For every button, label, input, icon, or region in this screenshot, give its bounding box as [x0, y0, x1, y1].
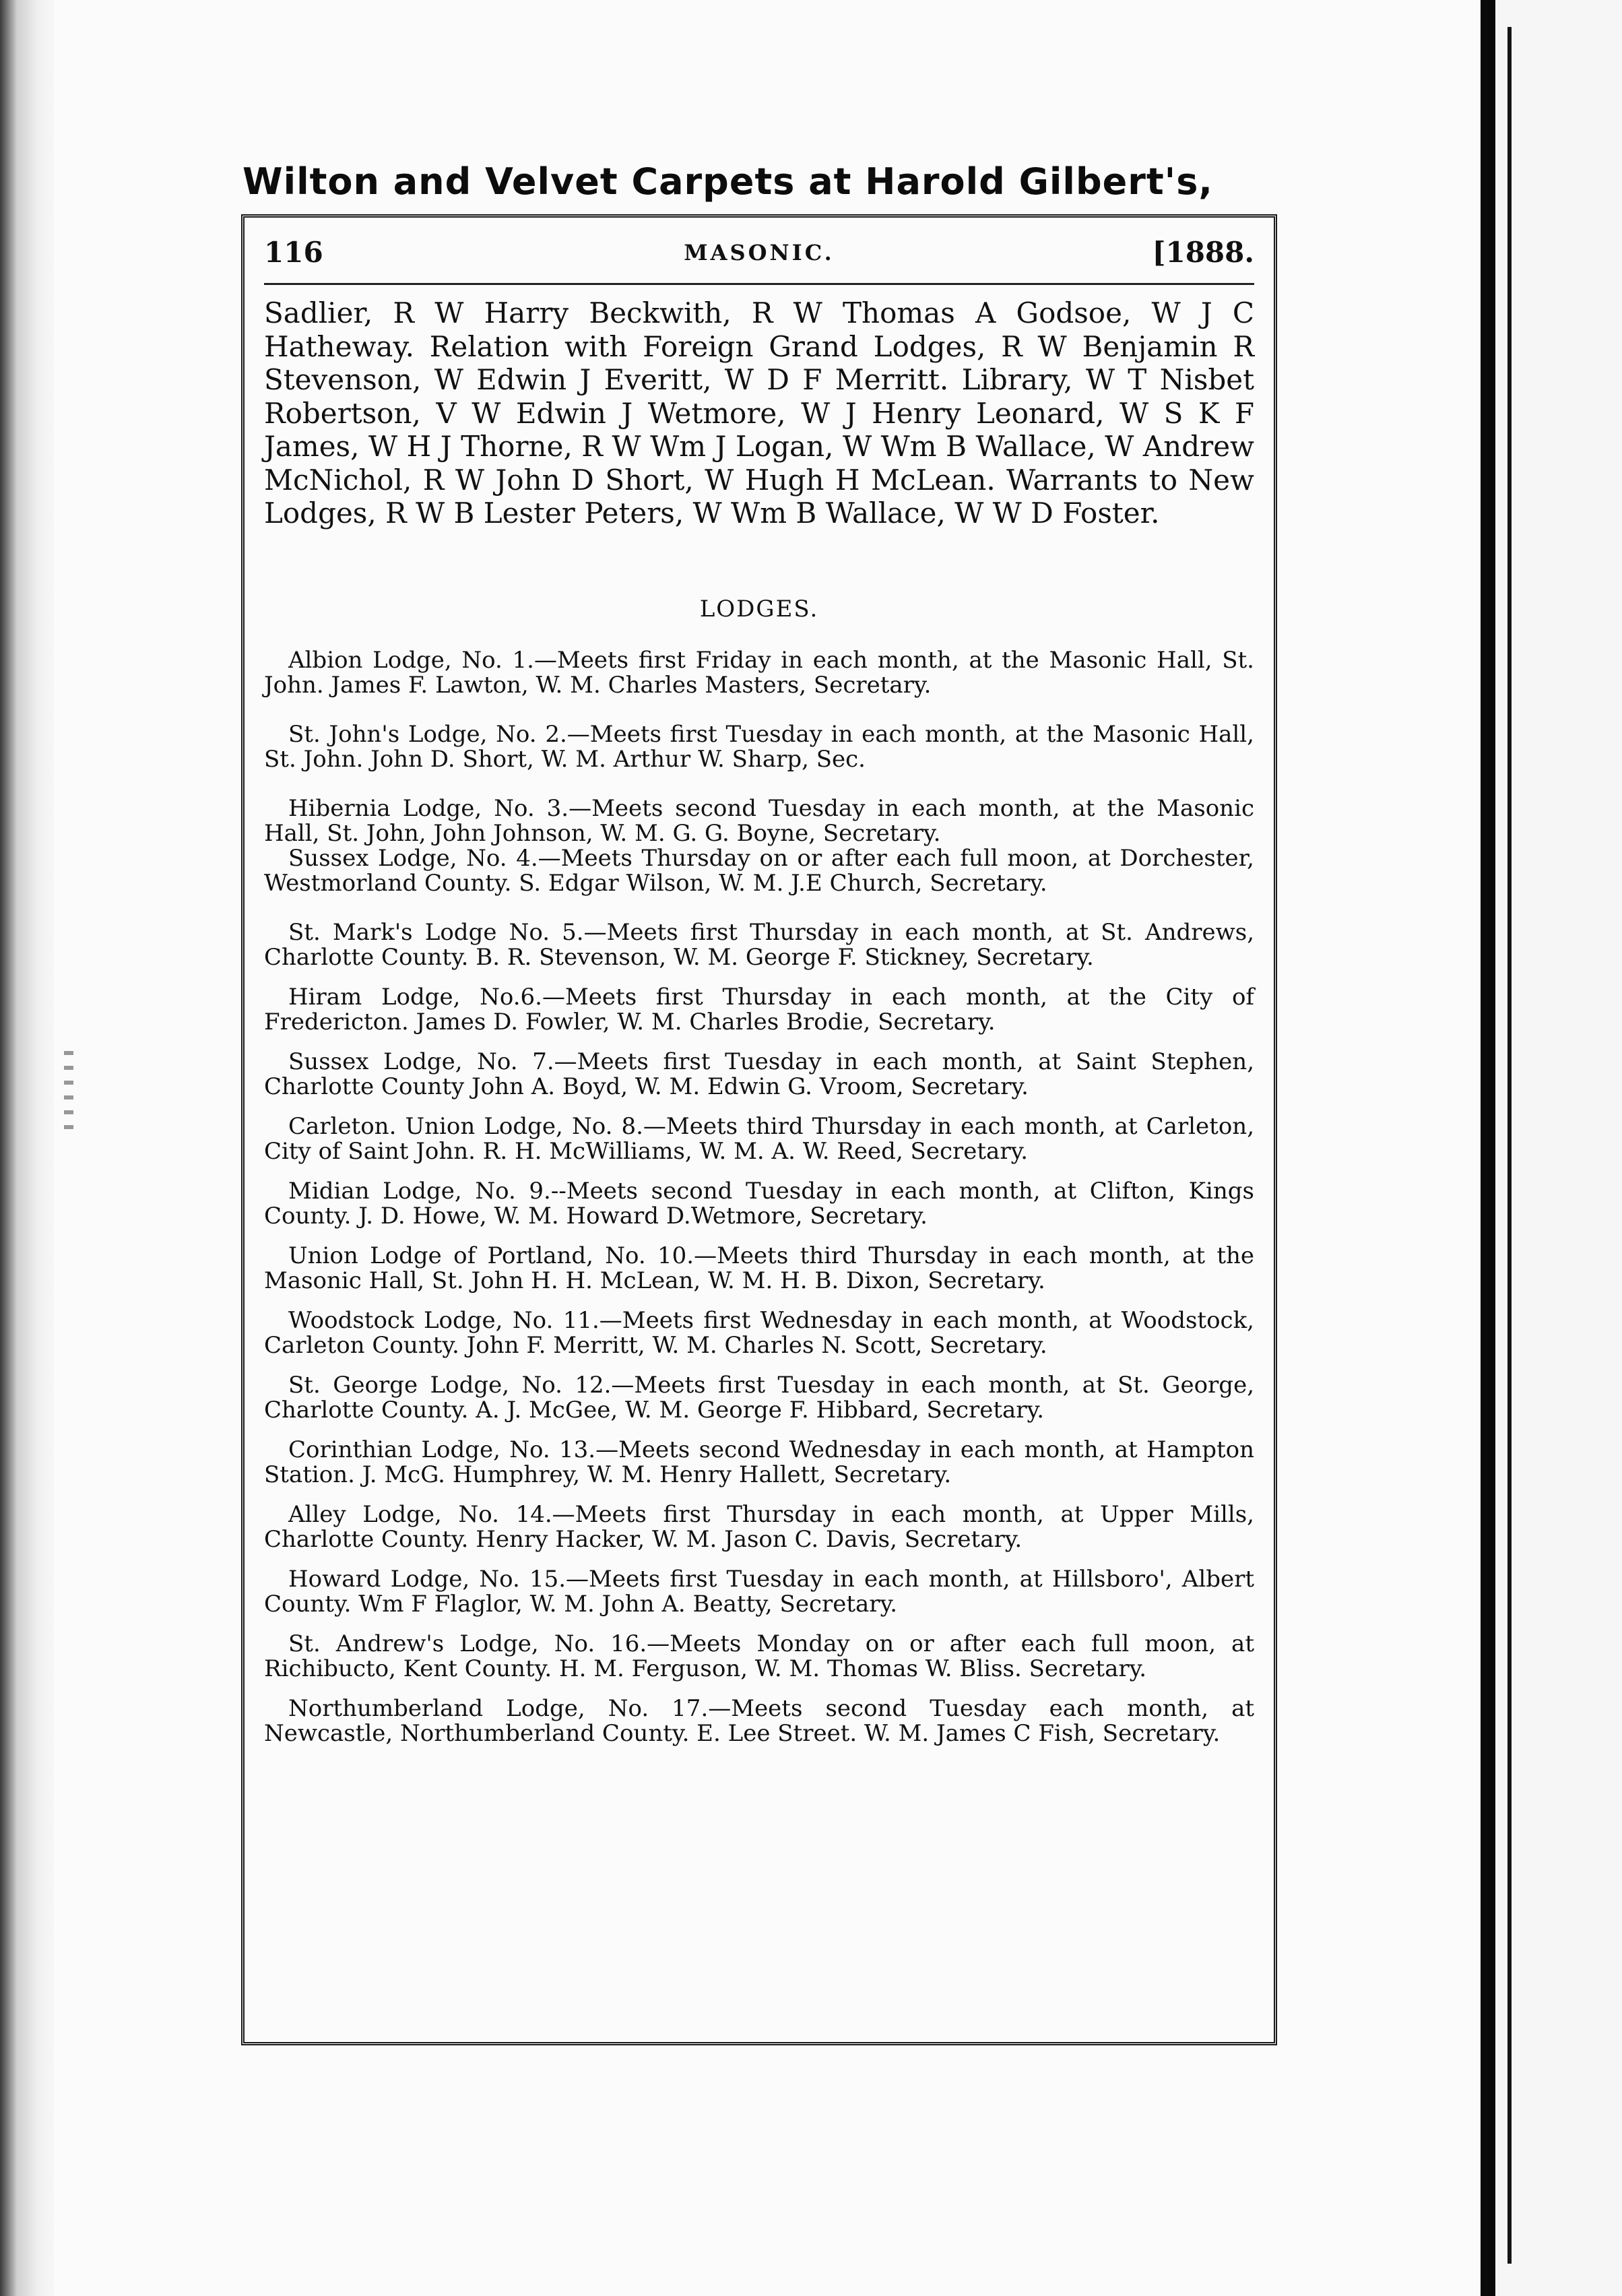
lodge-entry-st-marks: St. Mark's Lodge No. 5.—Meets first Thursday in each month, at St. Andrews, Charlotte County. B. R. Stevenson, W. M. George F. Stickney, Secretary. [264, 919, 1254, 971]
lodge-entry-woodstock: Woodstock Lodge, No. 11.—Meets first Wednesday in each month, at Woodstock, Carleton County. John F. Merritt, W. M. Charles N. Scott, Secretary. [264, 1307, 1254, 1359]
lodge-entry-st-andrews: St. Andrew's Lodge, No. 16.—Meets Monday on or after each full moon, at Richibucto, Kent County. H. M. Ferguson, W. M. Thomas W. Bliss. Secretary. [264, 1630, 1254, 1682]
facing-page-edge [1495, 0, 1622, 2296]
page-number: 116 [264, 236, 323, 269]
lodge-entry-northumberland: Northumberland Lodge, No. 17.—Meets second Tuesday each month, at Newcastle, Northumberland County. E. Lee Street. W. M. James C Fish, Secretary. [264, 1695, 1254, 1747]
running-head-rule [264, 283, 1254, 285]
binding-marks [64, 1051, 73, 1139]
lodge-entry-sussex-7: Sussex Lodge, No. 7.—Meets first Tuesday in each month, at Saint Stephen, Charlotte County John A. Boyd, W. M. Edwin G. Vroom, Secretary. [264, 1048, 1254, 1100]
lodge-entry-alley: Alley Lodge, No. 14.—Meets first Thursday in each month, at Upper Mills, Charlotte County. Henry Hacker, W. M. Jason C. Davis, Secretary. [264, 1501, 1254, 1553]
lodge-entry-hiram: Hiram Lodge, No.6.—Meets first Thursday in each month, at the City of Fredericton. James D. Fowler, W. M. Charles Brodie, Secretary. [264, 984, 1254, 1035]
book-left-edge [0, 0, 54, 2296]
lodge-entry-hibernia: Hibernia Lodge, No. 3.—Meets second Tuesday in each month, at the Masonic Hall, St. John, John Johnson, W. M. G. G. Boyne, Secretary. [264, 795, 1254, 847]
lodge-entry-albion: Albion Lodge, No. 1.—Meets first Friday in each month, at the Masonic Hall, St. John. James F. Lawton, W. M. Charles Masters, Secretary. [264, 647, 1254, 699]
lodge-list [264, 648, 1254, 1746]
committee-paragraph: Sadlier, R W Harry Beckwith, R W Thomas A Godsoe, W J C Hatheway. Relation with Foreign Grand Lodges, R W Benjamin R Stevenson, W Edwin J Everitt, W D F Merritt. Library, W T Nisbet Robertson, V W Edwin J Wetmore, W J Henry Leonard, W S K F James, W H J Thorne, R W Wm J Logan, W Wm B Wallace, W Andrew McNichol, R W John D Short, W Hugh H McLean. Warrants to New Lodges, R W B Lester Peters, W Wm B Wallace, W W D Foster. [264, 296, 1254, 530]
facing-page-rule [1507, 27, 1512, 2264]
lodge-entry-howard: Howard Lodge, No. 15.—Meets first Tuesday in each month, at Hillsboro', Albert County. Wm F Flaglor, W. M. John A. Beatty, Secretary. [264, 1566, 1254, 1618]
advertisement-header: Wilton and Velvet Carpets at Harold Gilbert's, [242, 160, 1213, 203]
year-label: [1888. [1152, 236, 1254, 269]
lodge-entry-corinthian: Corinthian Lodge, No. 13.—Meets second Wednesday in each month, at Hampton Station. J. McG. Humphrey, W. M. Henry Hallett, Secretary. [264, 1436, 1254, 1488]
lodge-entry-st-george: St. George Lodge, No. 12.—Meets first Tuesday in each month, at St. George, Charlotte County. A. J. McGee, W. M. George F. Hibbard, Secretary. [264, 1372, 1254, 1424]
lodge-entry-sussex-4: Sussex Lodge, No. 4.—Meets Thursday on or after each full moon, at Dorchester, Westmorland County. S. Edgar Wilson, W. M. J.E Church, Secretary. [264, 845, 1254, 897]
book-gutter [1481, 0, 1495, 2296]
running-head [264, 236, 1254, 276]
lodge-entry-carleton-union: Carleton. Union Lodge, No. 8.—Meets third Thursday in each month, at Carleton, City of Saint John. R. H. McWilliams, W. M. A. W. Reed, Secretary. [264, 1113, 1254, 1165]
lodge-entry-midian: Midian Lodge, No. 9.--Meets second Tuesday in each month, at Clifton, Kings County. J. D. Howe, W. M. Howard D.Wetmore, Secretary. [264, 1178, 1254, 1230]
section-title: MASONIC. [684, 240, 835, 265]
lodge-entry-union-portland: Union Lodge of Portland, No. 10.—Meets third Thursday in each month, at the Masonic Hall, St. John H. H. McLean, W. M. H. B. Dixon, Secretary. [264, 1242, 1254, 1294]
lodges-heading: LODGES. [699, 596, 819, 623]
lodge-entry-st-johns: St. John's Lodge, No. 2.—Meets first Tuesday in each month, at the Masonic Hall, St. John. John D. Short, W. M. Arthur W. Sharp, Sec. [264, 721, 1254, 773]
